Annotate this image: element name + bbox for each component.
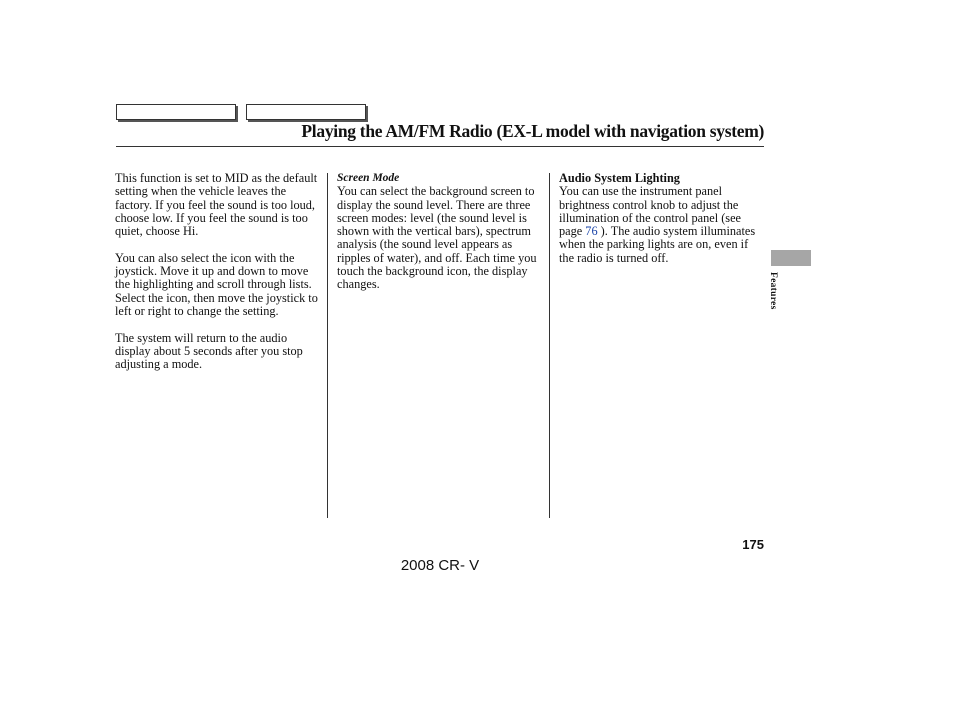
column3-text-before-link: You can use the instrument panel brightness control knob to adjust the illumination of the control panel (see page [559, 184, 742, 239]
audio-lighting-heading: Audio System Lighting [559, 171, 680, 185]
column3-paragraph-1 [559, 185, 764, 265]
footer-model: 2008 CR- V [400, 557, 480, 574]
column1-paragraph-1: This function is set to MID as the default setting when the vehicle leaves the factory. If you feel the sound is too loud, choose low. If you feel the sound is too quiet, choose Hi. [115, 171, 318, 239]
section-label: Features [768, 272, 778, 310]
text-column-3 [559, 172, 764, 278]
section-tab-marker [771, 250, 811, 266]
column3-text-after-link: ). The audio system illuminates when the parking lights are on, even if the radio is turned off. [559, 224, 756, 265]
title-underline [116, 146, 764, 147]
column-divider-1 [327, 173, 328, 518]
column1-paragraph-3: The system will return to the audio display about 5 seconds after you stop adjusting a mode. [115, 330, 303, 372]
column2-paragraph-1: You can select the background screen to display the sound level. There are three screen modes: level (the sound level is shown with the vertical bars), spectrum analysis (the sound level appears as ripples of water), and off. Each time you touch the background icon, the display changes. [337, 184, 537, 292]
page-number: 175 [742, 537, 764, 552]
column1-paragraph-2: You can also select the icon with the joystick. Move it up and down to move the highlighting and scroll through lists. Select the icon, then move the joystick to left or right to change the setting. [115, 250, 318, 318]
text-column-2 [337, 172, 543, 305]
header-tab-box-1 [116, 104, 236, 120]
header-tab-box-2 [246, 104, 366, 120]
page-reference-link[interactable]: 76 [585, 224, 598, 239]
text-column-1 [115, 172, 323, 385]
column-divider-2 [549, 173, 550, 518]
screen-mode-heading: Screen Mode [337, 172, 400, 184]
page-title: Playing the AM/FM Radio (EX-L model with navigation system) [301, 121, 764, 141]
